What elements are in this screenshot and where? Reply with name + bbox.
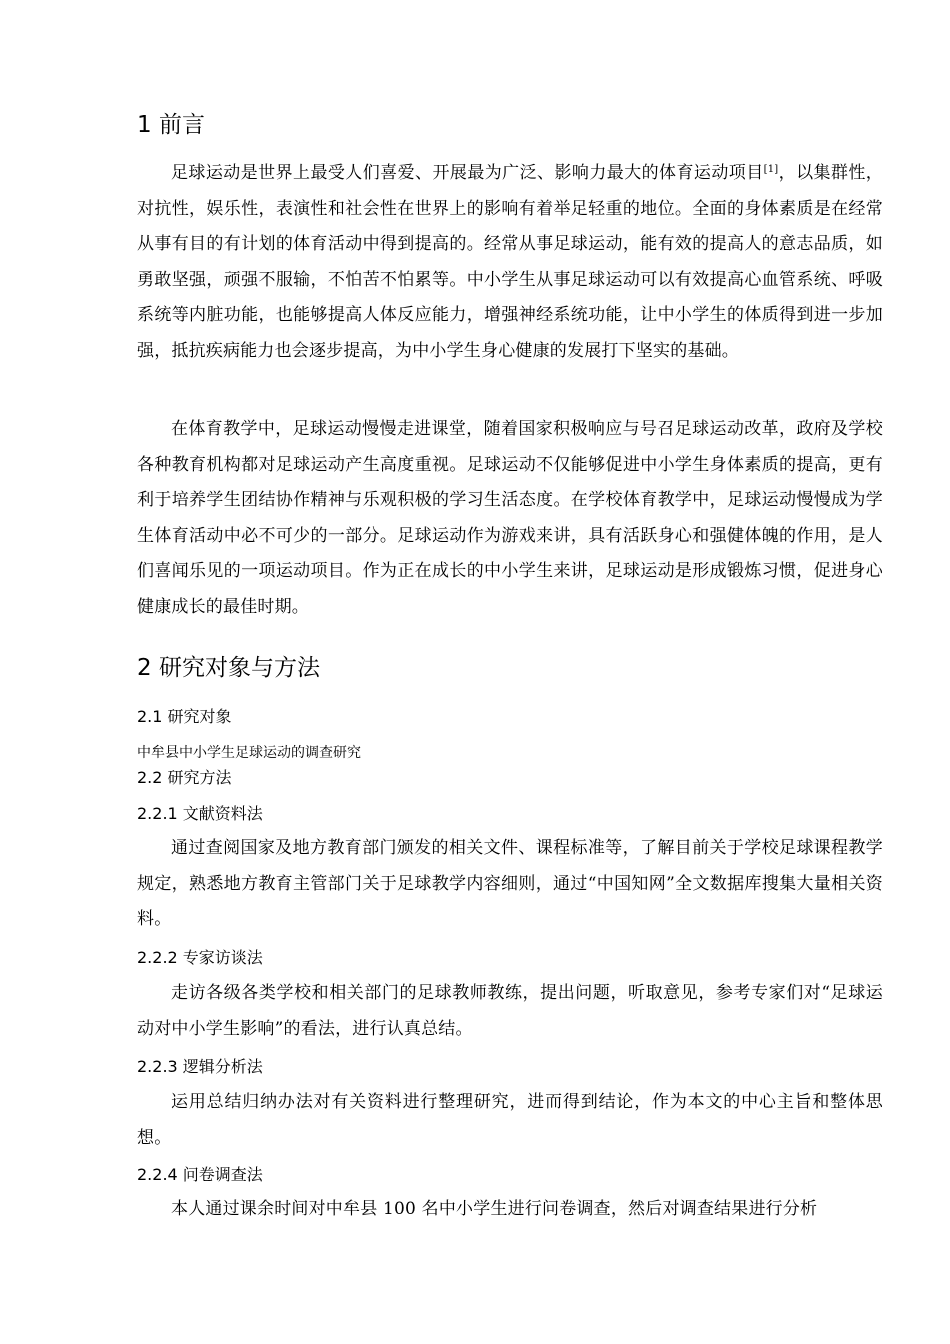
section-1-paragraph-2: 在体育教学中，足球运动慢慢走进课堂，随着国家积极响应与号召足球运动改革，政府及学校各种教育机构都对足球运动产生高度重视。足球运动不仅能够促进中小学生身体素质的提高，更有利于培养学生团结协作精神与乐观积极的学习生活态度。在学校体育教学中，足球运动慢慢成为学生体育活动中必不可少的一部分。足球运动作为游戏来讲，具有活跃身心和强健体魄的作用，是人们喜闻乐见的一项运动项目。作为正在成长的中小学生来讲，足球运动是形成锻炼习惯，促进身心健康成长的最佳时期。 <box>137 419 883 617</box>
section-1-heading: 1 前言 <box>137 112 205 138</box>
section-2-2-4-heading: 2.2.4 问卷调查法 <box>137 1165 263 1184</box>
section-2-heading: 2 研究对象与方法 <box>137 655 320 681</box>
section-2-1-heading: 2.1 研究对象 <box>137 707 232 726</box>
citation-ref-1[interactable]: [1] <box>763 164 779 175</box>
section-2-2-heading: 2.2 研究方法 <box>137 768 232 787</box>
paragraph-1-text-a: 足球运动是世界上最受人们喜爱、开展最为广泛、影响力最大的体育运动项目 <box>171 163 764 183</box>
section-1-paragraph-1 <box>137 156 883 369</box>
section-2-2-2-text: 走访各级各类学校和相关部门的足球教师教练，提出问题，听取意见，参考专家们对“足球运动对中小学生影响”的看法，进行认真总结。 <box>137 983 883 1039</box>
section-2-2-3-text: 运用总结归纳办法对有关资料进行整理研究，进而得到结论，作为本文的中心主旨和整体思想。 <box>137 1092 883 1148</box>
section-2-2-1-text: 通过查阅国家及地方教育部门颁发的相关文件、课程标准等，了解目前关于学校足球课程教学规定，熟悉地方教育主管部门关于足球教学内容细则，通过“中国知网”全文数据库搜集大量相关资料。 <box>137 838 883 929</box>
section-2-2-3-heading: 2.2.3 逻辑分析法 <box>137 1057 263 1076</box>
section-2-2-2-heading: 2.2.2 专家访谈法 <box>137 948 263 967</box>
section-2-2-1-heading: 2.2.1 文献资料法 <box>137 804 263 823</box>
section-2-1-text: 中牟县中小学生足球运动的调查研究 <box>137 745 361 761</box>
section-2-2-4-text: 本人通过课余时间对中牟县 100 名中小学生进行问卷调查，然后对调查结果进行分析 <box>171 1199 818 1219</box>
paragraph-1-text-b: ，以集群性，对抗性，娱乐性，表演性和社会性在世界上的影响有着举足轻重的地位。全面的身体素质是在经常从事有目的有计划的体育活动中得到提高的。经常从事足球运动，能有效的提高人的意志品质，如勇敢坚强，顽强不服输，不怕苦不怕累等。中小学生从事足球运动可以有效提高心血管系统、呼吸系统等内脏功能，也能够提高人体反应能力，增强神经系统功能，让中小学生的体质得到进一步加强，抵抗疾病能力也会逐步提高，为中小学生身心健康的发展打下坚实的基础。 <box>137 163 883 361</box>
